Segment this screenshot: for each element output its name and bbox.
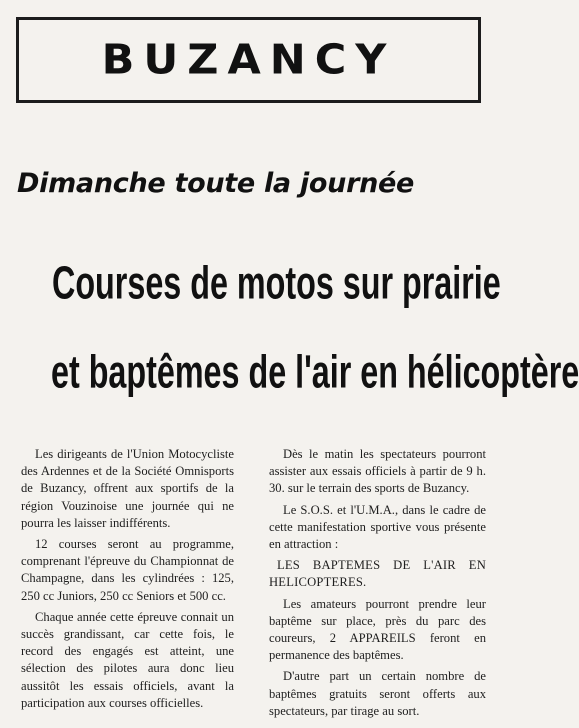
article-column-right bbox=[269, 446, 486, 724]
right-paragraph-4: Les amateurs pourront prendre leur baptême sur place, près du parc des coureurs, 2 APPAREILS feront en permanence des baptêmes. bbox=[269, 596, 486, 663]
right-paragraph-5: D'autre part un certain nombre de baptêmes gratuits seront offerts aux spectateurs, par tirage au sort. bbox=[269, 669, 486, 718]
headline-line-2: et baptêmes de l'air en hélicoptère bbox=[51, 347, 579, 399]
masthead-title: BUZANCY bbox=[101, 36, 396, 84]
article-column-left bbox=[21, 446, 234, 716]
article-kicker: Dimanche toute la journée bbox=[17, 168, 415, 199]
right-paragraph-1: Dès le matin les spectateurs pourront assister aux essais officiels à partir de 9 h. 30. sur le terrain des sports de Buzancy. bbox=[269, 447, 486, 496]
left-paragraph-3: Chaque année cette épreuve connait un succès grandissant, car cette fois, le record des engagés est atteint, une sélection des pilotes aura donc lieu aussitôt les essais officiels, avant la participation aux courses officielles. bbox=[21, 609, 234, 710]
left-paragraph-2: 12 courses seront au programme, comprenant l'épreuve du Championnat de Champagne, dans les cylindrées : 125, 250 cc Juniors, 250 cc Seniors et 500 cc. bbox=[21, 537, 234, 603]
headline-line-1: Courses de motos sur prairie bbox=[52, 258, 501, 310]
left-paragraph-1: Les dirigeants de l'Union Motocycliste des Ardennes et de la Société Omnisports de Buzancy, offrent aux sportifs de la région Vouzinoise une journée qui ne pourra les laisser indifférents. bbox=[21, 447, 234, 530]
right-paragraph-3: LES BAPTEMES DE L'AIR EN HELICOPTERES. bbox=[269, 558, 486, 590]
masthead-box bbox=[16, 17, 481, 103]
right-paragraph-2: Le S.O.S. et l'U.M.A., dans le cadre de cette manifestation sportive vous présente en attraction : bbox=[269, 502, 486, 552]
